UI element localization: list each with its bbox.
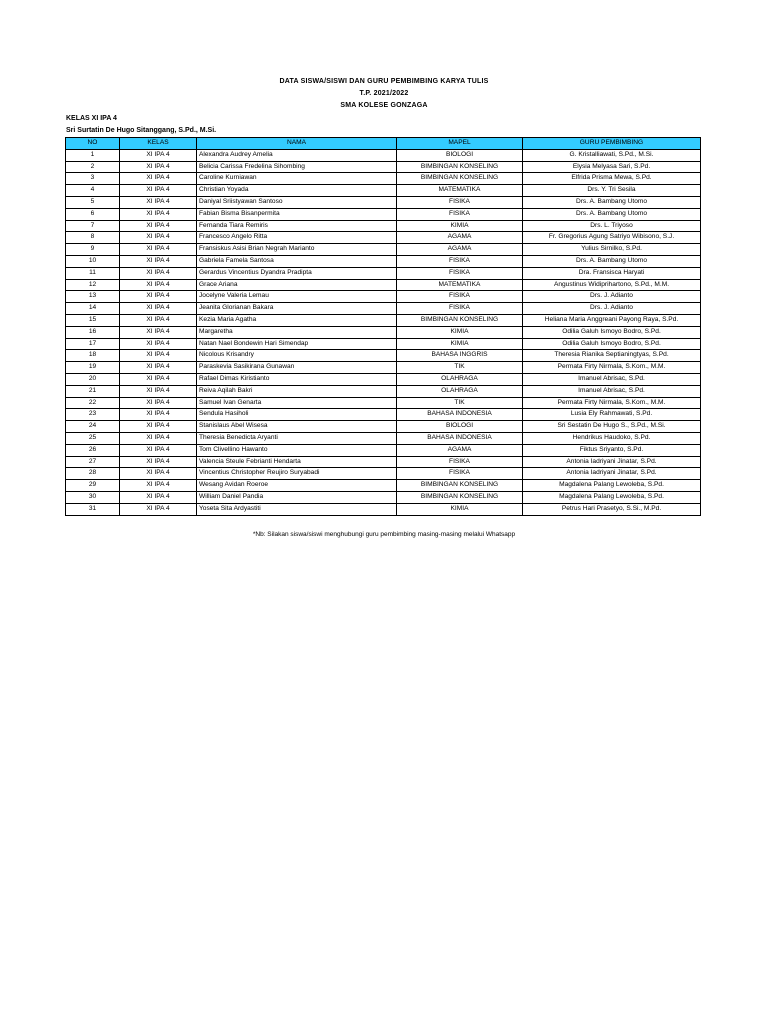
cell-mapel: BIMBINGAN KONSELING (397, 480, 523, 492)
cell-nama: Tom Clivellino Hawanto (197, 444, 397, 456)
cell-guru: Drs. A. Bambang Utomo (523, 208, 701, 220)
table-row (66, 373, 701, 385)
cell-mapel: MATEMATIKA (397, 185, 523, 197)
cell-guru: Heliana Maria Anggreani Payong Raya, S.Pd. (523, 314, 701, 326)
cell-nama: Grace Ariana (197, 279, 397, 291)
table-row (66, 421, 701, 433)
table-row (66, 185, 701, 197)
cell-mapel: KIMIA (397, 338, 523, 350)
cell-guru: Yulius Sirnilko, S.Pd. (523, 244, 701, 256)
cell-guru: Drs. A. Bambang Utomo (523, 196, 701, 208)
table-row (66, 480, 701, 492)
cell-no: 7 (66, 220, 120, 232)
cell-nama: Stanislaus Abel Wisesa (197, 421, 397, 433)
class-label: KELAS XI IPA 4 (66, 115, 117, 122)
cell-mapel: FISIKA (397, 456, 523, 468)
table-row (66, 267, 701, 279)
cell-kelas: XI IPA 4 (120, 326, 197, 338)
cell-no: 4 (66, 185, 120, 197)
cell-mapel: FISIKA (397, 208, 523, 220)
cell-mapel: BAHASA INGGRIS (397, 350, 523, 362)
cell-mapel: AGAMA (397, 232, 523, 244)
cell-no: 26 (66, 444, 120, 456)
cell-kelas: XI IPA 4 (120, 444, 197, 456)
cell-no: 22 (66, 397, 120, 409)
column-header-guru: GURU PEMBIMBING (523, 138, 701, 150)
cell-mapel: BIMBINGAN KONSELING (397, 173, 523, 185)
cell-mapel: BIOLOGI (397, 421, 523, 433)
table-row (66, 444, 701, 456)
cell-guru: Lusia Ely Rahmawati, S.Pd. (523, 409, 701, 421)
cell-nama: Fernanda Tiara Remiris (197, 220, 397, 232)
cell-nama: Jocelyne Valeria Lemau (197, 291, 397, 303)
table-row (66, 326, 701, 338)
cell-guru: Antonia Iadriyani Jinatar, S.Pd. (523, 468, 701, 480)
cell-guru: Permata Firty Nirmala, S.Kom., M.M. (523, 397, 701, 409)
table-row (66, 220, 701, 232)
cell-no: 6 (66, 208, 120, 220)
cell-mapel: BIOLOGI (397, 149, 523, 161)
cell-no: 31 (66, 503, 120, 515)
cell-mapel: AGAMA (397, 244, 523, 256)
cell-nama: Margaretha (197, 326, 397, 338)
cell-guru: Antonia Iadriyani Jinatar, S.Pd. (523, 456, 701, 468)
cell-no: 16 (66, 326, 120, 338)
cell-guru: Drs. J. Adianto (523, 291, 701, 303)
cell-nama: Fransiskus Asisi Brian Negrah Marianto (197, 244, 397, 256)
cell-nama: Jeanita Glorianan Bakara (197, 303, 397, 315)
cell-kelas: XI IPA 4 (120, 185, 197, 197)
cell-nama: Fabian Bisma Bisanpermita (197, 208, 397, 220)
table-row (66, 409, 701, 421)
cell-nama: Natan Nael Bondewin Hari Simendap (197, 338, 397, 350)
cell-guru: Drs. J. Adianto (523, 303, 701, 315)
cell-nama: Reiva Aqilah Bakri (197, 385, 397, 397)
cell-no: 14 (66, 303, 120, 315)
cell-nama: Sendula Hasiholi (197, 409, 397, 421)
cell-mapel: BAHASA INDONESIA (397, 432, 523, 444)
cell-guru: Imanuel Abrisac, S.Pd. (523, 385, 701, 397)
cell-nama: Kezia Maria Agatha (197, 314, 397, 326)
cell-no: 19 (66, 362, 120, 374)
table-body (66, 149, 701, 515)
table-row (66, 303, 701, 315)
cell-guru: Theresia Rianika Septianingtyas, S.Pd. (523, 350, 701, 362)
cell-nama: Gabriela Famela Santosa (197, 255, 397, 267)
footnote: *Nb: Silakan siswa/siswi menghubungi guru pembimbing masing-masing melalui Whatsapp (252, 531, 516, 538)
cell-kelas: XI IPA 4 (120, 255, 197, 267)
cell-mapel: OLAHRAGA (397, 373, 523, 385)
cell-kelas: XI IPA 4 (120, 303, 197, 315)
cell-nama: Paraskevia Sasikirana Gunawan (197, 362, 397, 374)
cell-nama: Valencia Steule Febrianti Hendarta (197, 456, 397, 468)
column-header-no: NO (66, 138, 120, 150)
cell-kelas: XI IPA 4 (120, 220, 197, 232)
cell-mapel: TIK (397, 397, 523, 409)
cell-no: 25 (66, 432, 120, 444)
cell-guru: Odilia Galuh Ismoyo Bodro, S.Pd. (523, 338, 701, 350)
cell-kelas: XI IPA 4 (120, 232, 197, 244)
column-header-nama: NAMA (197, 138, 397, 150)
cell-nama: Samuel Ivan Genarta (197, 397, 397, 409)
cell-nama: Nicolous Krisandry (197, 350, 397, 362)
cell-mapel: BIMBINGAN KONSELING (397, 314, 523, 326)
cell-mapel: KIMIA (397, 503, 523, 515)
cell-no: 12 (66, 279, 120, 291)
table-row (66, 279, 701, 291)
cell-mapel: OLAHRAGA (397, 385, 523, 397)
cell-mapel: MATEMATIKA (397, 279, 523, 291)
column-header-mapel: MAPEL (397, 138, 523, 150)
academic-year: T.P. 2021/2022 (359, 90, 409, 97)
cell-nama: Christian Yoyada (197, 185, 397, 197)
cell-no: 27 (66, 456, 120, 468)
cell-guru: Dra. Fransisca Haryati (523, 267, 701, 279)
cell-no: 9 (66, 244, 120, 256)
student-table (65, 137, 701, 516)
cell-kelas: XI IPA 4 (120, 362, 197, 374)
cell-guru: Elysia Melyasa Sari, S.Pd. (523, 161, 701, 173)
cell-no: 8 (66, 232, 120, 244)
cell-nama: Francesco Angelo Ritta (197, 232, 397, 244)
class-info (66, 113, 216, 137)
cell-kelas: XI IPA 4 (120, 432, 197, 444)
cell-guru: G. Kristalliawati, S.Pd., M.Si. (523, 149, 701, 161)
cell-kelas: XI IPA 4 (120, 196, 197, 208)
cell-kelas: XI IPA 4 (120, 468, 197, 480)
cell-mapel: FISIKA (397, 303, 523, 315)
cell-mapel: KIMIA (397, 220, 523, 232)
cell-nama: Caroline Kurniawan (197, 173, 397, 185)
cell-nama: Gerardus Vincentius Dyandra Pradipta (197, 267, 397, 279)
cell-kelas: XI IPA 4 (120, 421, 197, 433)
cell-guru: Fr. Gregorius Agung Satriyo Wibisono, S.J. (523, 232, 701, 244)
cell-guru: Angustinus Widiprihartono, S.Pd., M.M. (523, 279, 701, 291)
table-header-row (66, 138, 701, 150)
cell-nama: Vincentius Christopher Reujiro Suryabadi (197, 468, 397, 480)
cell-nama: Yoseta Sita Ardyastiti (197, 503, 397, 515)
table-row (66, 397, 701, 409)
cell-kelas: XI IPA 4 (120, 149, 197, 161)
cell-nama: Wesang Avidan Roeroe (197, 480, 397, 492)
cell-kelas: XI IPA 4 (120, 409, 197, 421)
cell-no: 13 (66, 291, 120, 303)
cell-nama: Alexandra Audrey Amelia (197, 149, 397, 161)
cell-no: 30 (66, 491, 120, 503)
cell-guru: Petrus Hari Prasetyo, S.Si., M.Pd. (523, 503, 701, 515)
column-header-kelas: KELAS (120, 138, 197, 150)
cell-no: 28 (66, 468, 120, 480)
table-row (66, 362, 701, 374)
cell-no: 24 (66, 421, 120, 433)
cell-nama: Belicia Carissa Fredelina Sihombing (197, 161, 397, 173)
table-row (66, 314, 701, 326)
table-row (66, 244, 701, 256)
table-row (66, 149, 701, 161)
cell-no: 15 (66, 314, 120, 326)
cell-guru: Odilia Galuh Ismoyo Bodro, S.Pd. (523, 326, 701, 338)
cell-kelas: XI IPA 4 (120, 279, 197, 291)
cell-no: 29 (66, 480, 120, 492)
table-row (66, 291, 701, 303)
cell-no: 2 (66, 161, 120, 173)
cell-guru: Drs. Y. Tri Sesila (523, 185, 701, 197)
table-row (66, 232, 701, 244)
cell-kelas: XI IPA 4 (120, 350, 197, 362)
cell-kelas: XI IPA 4 (120, 397, 197, 409)
table-row (66, 196, 701, 208)
cell-mapel: BAHASA INDONESIA (397, 409, 523, 421)
table-row (66, 503, 701, 515)
cell-guru: Imanuel Abrisac, S.Pd. (523, 373, 701, 385)
table-row (66, 208, 701, 220)
cell-no: 20 (66, 373, 120, 385)
table-row (66, 456, 701, 468)
cell-mapel: FISIKA (397, 468, 523, 480)
cell-nama: William Daniel Pandia (197, 491, 397, 503)
cell-guru: Fiktus Sriyanto, S.Pd. (523, 444, 701, 456)
document-title: DATA SISWA/SISWI DAN GURU PEMBIMBING KARYA TULIS (279, 78, 489, 85)
cell-kelas: XI IPA 4 (120, 314, 197, 326)
cell-guru: Magdalena Palang Lewoleba, S.Pd. (523, 480, 701, 492)
cell-mapel: BIMBINGAN KONSELING (397, 161, 523, 173)
cell-guru: Drs. L. Triyoso (523, 220, 701, 232)
cell-mapel: BIMBINGAN KONSELING (397, 491, 523, 503)
cell-kelas: XI IPA 4 (120, 244, 197, 256)
cell-guru: Hendrikus Haudoko, S.Pd. (523, 432, 701, 444)
cell-nama: Daniyal Sriistyawan Santoso (197, 196, 397, 208)
cell-kelas: XI IPA 4 (120, 161, 197, 173)
cell-guru: Permata Firty Nirmala, S.Kom., M.M. (523, 362, 701, 374)
cell-no: 18 (66, 350, 120, 362)
school-name: SMA KOLESE GONZAGA (340, 102, 428, 109)
cell-mapel: KIMIA (397, 326, 523, 338)
cell-nama: Theresia Benedicta Aryanti (197, 432, 397, 444)
cell-mapel: FISIKA (397, 267, 523, 279)
cell-kelas: XI IPA 4 (120, 208, 197, 220)
cell-kelas: XI IPA 4 (120, 503, 197, 515)
cell-mapel: FISIKA (397, 255, 523, 267)
cell-guru: Magdalena Palang Lewoleba, S.Pd. (523, 491, 701, 503)
cell-no: 1 (66, 149, 120, 161)
table-row (66, 468, 701, 480)
table-row (66, 350, 701, 362)
table-row (66, 432, 701, 444)
cell-kelas: XI IPA 4 (120, 480, 197, 492)
cell-guru: Sri Sestatin De Hugo S., S.Pd., M.Si. (523, 421, 701, 433)
cell-no: 11 (66, 267, 120, 279)
cell-no: 23 (66, 409, 120, 421)
cell-guru: Elfrida Prisma Mewa, S.Pd. (523, 173, 701, 185)
cell-kelas: XI IPA 4 (120, 491, 197, 503)
table-row (66, 385, 701, 397)
table-row (66, 161, 701, 173)
cell-mapel: AGAMA (397, 444, 523, 456)
cell-mapel: TIK (397, 362, 523, 374)
table-row (66, 173, 701, 185)
document-header (0, 76, 768, 112)
table-row (66, 338, 701, 350)
homeroom-teacher: Sri Surtatin De Hugo Sitanggang, S.Pd., M.Si. (66, 127, 217, 134)
cell-mapel: FISIKA (397, 196, 523, 208)
cell-guru: Drs. A. Bambang Utomo (523, 255, 701, 267)
table-row (66, 491, 701, 503)
cell-no: 17 (66, 338, 120, 350)
cell-no: 3 (66, 173, 120, 185)
cell-no: 21 (66, 385, 120, 397)
cell-no: 5 (66, 196, 120, 208)
cell-kelas: XI IPA 4 (120, 456, 197, 468)
cell-kelas: XI IPA 4 (120, 173, 197, 185)
cell-nama: Rafael Dimas Kiristianto (197, 373, 397, 385)
cell-kelas: XI IPA 4 (120, 291, 197, 303)
cell-kelas: XI IPA 4 (120, 338, 197, 350)
cell-kelas: XI IPA 4 (120, 267, 197, 279)
table-row (66, 255, 701, 267)
cell-no: 10 (66, 255, 120, 267)
cell-kelas: XI IPA 4 (120, 373, 197, 385)
cell-kelas: XI IPA 4 (120, 385, 197, 397)
cell-mapel: FISIKA (397, 291, 523, 303)
